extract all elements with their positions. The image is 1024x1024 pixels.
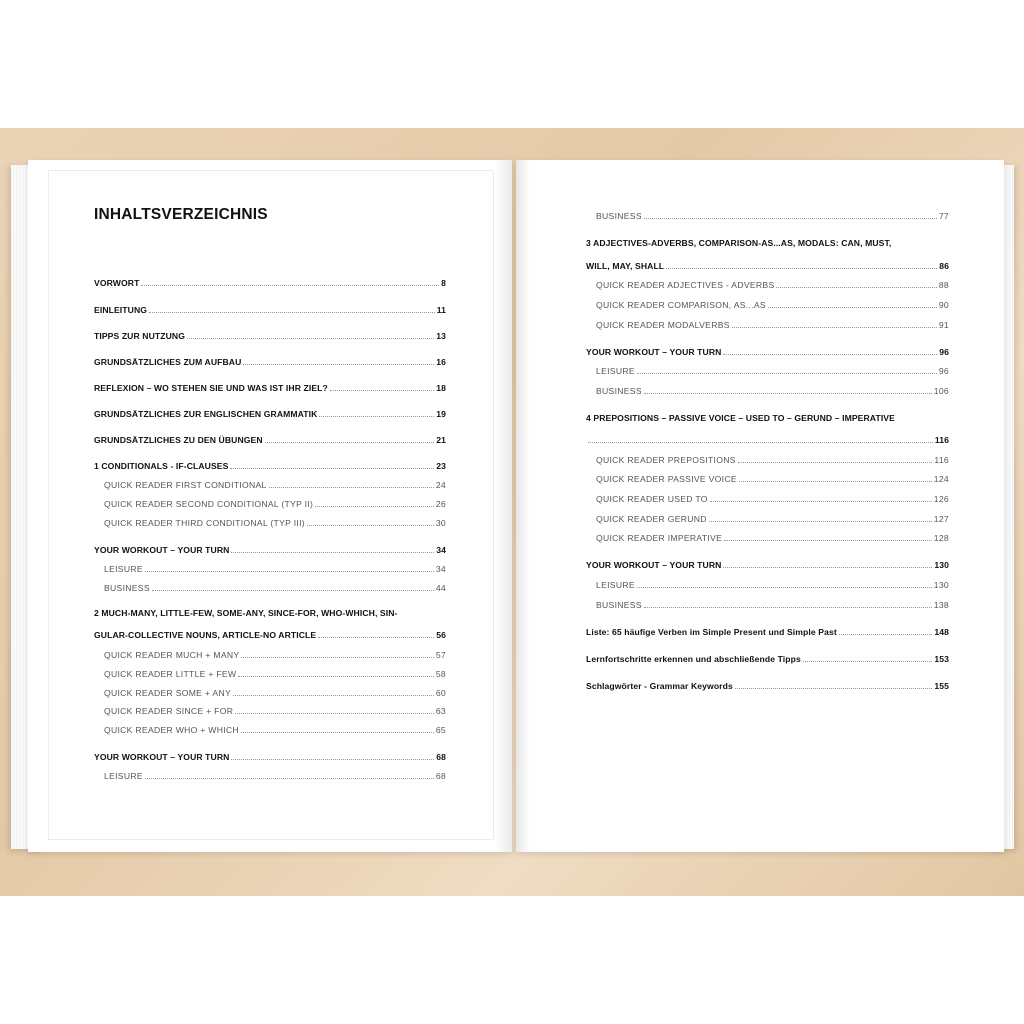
toc-chapter-entry <box>94 278 446 289</box>
toc-page-number: 96 <box>939 347 949 357</box>
toc-leader-dots <box>231 758 434 760</box>
toc-entry-label: Liste: 65 häufige Verben im Simple Present und Simple Past <box>586 627 837 637</box>
toc-subentry <box>104 564 446 575</box>
toc-entry-label: BUSINESS <box>596 600 642 610</box>
toc-leader-dots <box>803 660 933 662</box>
toc-subentry <box>596 600 949 611</box>
toc-entry-label: GRUNDSÄTZLICHES ZUM AUFBAU <box>94 357 242 367</box>
toc-leader-dots <box>732 326 937 328</box>
toc-leader-dots <box>152 589 434 591</box>
toc-leader-dots <box>231 551 434 553</box>
toc-leader-dots <box>315 505 434 507</box>
toc-subentry <box>104 518 446 529</box>
toc-chapter-entry <box>94 435 446 446</box>
toc-page-number: 91 <box>938 320 949 330</box>
toc-entry-label: QUICK READER COMPARISON, AS...AS <box>596 300 766 310</box>
toc-page-number: 138 <box>933 600 949 610</box>
toc-chapter-entry <box>586 238 949 249</box>
toc-leader-dots <box>241 656 433 658</box>
toc-subentry <box>596 514 949 525</box>
toc-entry-label: Schlagwörter - Grammar Keywords <box>586 681 733 691</box>
toc-entry-label: LEISURE <box>104 564 143 574</box>
toc-leader-dots <box>318 636 434 638</box>
toc-chapter-entry <box>586 261 949 272</box>
toc-page-number: 127 <box>933 514 949 524</box>
toc-entry-label: LEISURE <box>596 580 635 590</box>
toc-page-number: 124 <box>933 474 949 484</box>
toc-leader-dots <box>187 337 434 339</box>
toc-leader-dots <box>735 687 933 689</box>
toc-entry-label: QUICK READER MUCH + MANY <box>104 650 240 660</box>
toc-entry-label: LEISURE <box>104 771 143 781</box>
toc-subentry <box>596 455 949 466</box>
toc-subentry <box>104 480 446 491</box>
toc-subentry <box>104 725 446 736</box>
toc-leader-dots <box>265 441 435 443</box>
toc-subentry <box>596 300 949 311</box>
toc-entry-label: QUICK READER THIRD CONDITIONAL (TYP III) <box>104 518 305 528</box>
toc-entry-label: Lernfortschritte erkennen und abschließende Tipps <box>586 654 801 664</box>
toc-page-number: 23 <box>436 461 446 471</box>
toc-entry-label: LEISURE <box>596 366 635 376</box>
toc-leader-dots <box>141 284 439 286</box>
toc-page-number: 57 <box>435 650 446 660</box>
toc-entry-label: QUICK READER SECOND CONDITIONAL (TYP II) <box>104 499 314 509</box>
toc-page-number: 128 <box>933 533 949 543</box>
toc-page-number: 18 <box>436 383 446 393</box>
toc-entry-label: 4 PREPOSITIONS – PASSIVE VOICE – USED TO – GERUND – IMPERATIVE <box>586 413 895 423</box>
toc-page-number: 106 <box>933 386 949 396</box>
toc-page-number: 8 <box>441 278 446 288</box>
toc-page-number: 63 <box>435 706 446 716</box>
toc-leader-dots <box>241 731 434 733</box>
toc-page-number: 44 <box>435 583 446 593</box>
toc-leader-dots <box>145 570 434 572</box>
toc-leader-dots <box>307 524 434 526</box>
toc-entry-label: 1 CONDITIONALS - IF-CLAUSES <box>94 461 229 471</box>
toc-subentry <box>596 533 949 544</box>
toc-page-number: 96 <box>938 366 949 376</box>
toc-entry-label: TIPPS ZUR NUTZUNG <box>94 331 185 341</box>
toc-leader-dots <box>710 500 932 502</box>
toc-subentry <box>596 366 949 377</box>
toc-subentry <box>104 650 446 661</box>
toc-subentry <box>596 386 949 397</box>
toc-chapter-entry <box>94 383 446 394</box>
toc-page-number: 13 <box>436 331 446 341</box>
toc-page-number: 68 <box>436 752 446 762</box>
toc-chapter-entry <box>586 413 949 424</box>
toc-leader-dots <box>709 520 932 522</box>
toc-leader-dots <box>666 267 937 269</box>
toc-page-number: 58 <box>435 669 446 679</box>
toc-leader-dots <box>230 467 434 469</box>
toc-leader-dots <box>738 461 933 463</box>
toc-page-number: 130 <box>933 580 949 590</box>
toc-leader-dots <box>644 392 932 394</box>
toc-entry-label: QUICK READER LITTLE + FEW <box>104 669 237 679</box>
toc-subentry <box>596 494 949 505</box>
toc-leader-dots <box>243 363 434 365</box>
toc-page-number: 11 <box>436 305 446 315</box>
toc-subentry <box>104 771 446 782</box>
toc-leader-dots <box>145 777 434 779</box>
toc-entry-label: QUICK READER IMPERATIVE <box>596 533 723 543</box>
toc-leader-dots <box>637 372 937 374</box>
toc-chapter-entry <box>586 560 949 571</box>
toc-entry-label: 3 ADJECTIVES-ADVERBS, COMPARISON-AS...AS, MODALS: CAN, MUST, <box>586 238 892 248</box>
toc-page-number: 116 <box>934 435 949 445</box>
toc-entry-label: QUICK READER SOME + ANY <box>104 688 232 698</box>
toc-entry-label: YOUR WORKOUT – YOUR TURN <box>94 545 230 555</box>
toc-subentry <box>104 669 446 680</box>
toc-leader-dots <box>768 306 937 308</box>
toc-entry-label: VORWORT <box>94 278 140 288</box>
toc-subentry <box>104 583 446 594</box>
toc-title: INHALTSVERZEICHNIS <box>94 206 268 223</box>
toc-page-number: 65 <box>435 725 446 735</box>
toc-entry-label: YOUR WORKOUT – YOUR TURN <box>586 560 722 570</box>
toc-leader-dots <box>269 486 434 488</box>
toc-leader-dots <box>149 311 435 313</box>
toc-entry-label: GULAR-COLLECTIVE NOUNS, ARTICLE-NO ARTICLE <box>94 630 317 640</box>
toc-page-number: 56 <box>436 630 446 640</box>
toc-leader-dots <box>739 480 932 482</box>
toc-page-number: 153 <box>934 654 949 664</box>
toc-leader-dots <box>319 415 434 417</box>
toc-leader-dots <box>235 712 434 714</box>
toc-entry-label: QUICK READER PREPOSITIONS <box>596 455 736 465</box>
toc-chapter-entry <box>586 435 949 446</box>
toc-page-number: 90 <box>938 300 949 310</box>
toc-page-number: 116 <box>934 455 949 465</box>
toc-chapter-entry <box>94 752 446 763</box>
toc-page-number: 21 <box>436 435 446 445</box>
toc-page-number: 24 <box>435 480 446 490</box>
toc-chapter-entry <box>94 461 446 472</box>
toc-leader-dots <box>724 539 932 541</box>
toc-chapter-entry <box>94 545 446 556</box>
toc-leader-dots <box>330 389 434 391</box>
toc-entry-label: 2 MUCH-MANY, LITTLE-FEW, SOME-ANY, SINCE-FOR, WHO-WHICH, SIN- <box>94 608 398 618</box>
toc-subentry <box>596 211 949 222</box>
toc-chapter-entry <box>586 681 949 692</box>
toc-chapter-entry <box>586 654 949 665</box>
toc-subentry <box>104 688 446 699</box>
toc-page-number: 60 <box>435 688 446 698</box>
toc-page-number: 126 <box>933 494 949 504</box>
toc-entry-label: QUICK READER PASSIVE VOICE <box>596 474 737 484</box>
toc-subentry <box>596 320 949 331</box>
toc-leader-dots <box>644 217 937 219</box>
toc-entry-label: REFLEXION – WO STEHEN SIE UND WAS IST IHR ZIEL? <box>94 383 328 393</box>
toc-page-number: 68 <box>435 771 446 781</box>
toc-entry-label: WILL, MAY, SHALL <box>586 261 665 271</box>
toc-entry-label: EINLEITUNG <box>94 305 148 315</box>
toc-entry-label: QUICK READER FIRST CONDITIONAL <box>104 480 267 490</box>
toc-entry-label: GRUNDSÄTZLICHES ZU DEN ÜBUNGEN <box>94 435 263 445</box>
toc-leader-dots <box>233 694 434 696</box>
toc-chapter-entry <box>94 409 446 420</box>
toc-subentry <box>104 499 446 510</box>
toc-subentry <box>596 280 949 291</box>
toc-entry-label: QUICK READER GERUND <box>596 514 707 524</box>
toc-entry-label: QUICK READER ADJECTIVES - ADVERBS <box>596 280 775 290</box>
toc-leader-dots <box>238 675 433 677</box>
toc-chapter-entry <box>94 608 446 619</box>
toc-entry-label: YOUR WORKOUT – YOUR TURN <box>94 752 230 762</box>
toc-page-number: 130 <box>934 560 949 570</box>
toc-page-number: 148 <box>934 627 949 637</box>
toc-entry-label: GRUNDSÄTZLICHES ZUR ENGLISCHEN GRAMMATIK <box>94 409 318 419</box>
toc-chapter-entry <box>94 305 446 316</box>
toc-chapter-entry <box>94 357 446 368</box>
toc-page-number: 86 <box>939 261 949 271</box>
toc-leader-dots <box>723 353 937 355</box>
toc-subentry <box>596 474 949 485</box>
toc-page-number: 26 <box>435 499 446 509</box>
toc-page-number: 30 <box>435 518 446 528</box>
toc-entry-label: QUICK READER SINCE + FOR <box>104 706 234 716</box>
toc-entry-label: QUICK READER USED TO <box>596 494 708 504</box>
toc-entry-label: BUSINESS <box>596 386 642 396</box>
toc-chapter-entry <box>94 331 446 342</box>
toc-leader-dots <box>723 566 932 568</box>
toc-subentry <box>104 706 446 717</box>
toc-entry-label: QUICK READER WHO + WHICH <box>104 725 239 735</box>
toc-leader-dots <box>637 586 932 588</box>
toc-page-number: 16 <box>436 357 446 367</box>
toc-chapter-entry <box>586 347 949 358</box>
toc-page-number: 77 <box>938 211 949 221</box>
toc-page-number: 88 <box>938 280 949 290</box>
toc-entry-label: QUICK READER MODALVERBS <box>596 320 730 330</box>
toc-leader-dots <box>644 606 932 608</box>
toc-chapter-entry <box>586 627 949 638</box>
toc-entry-label: BUSINESS <box>596 211 642 221</box>
toc-subentry <box>596 580 949 591</box>
toc-page-number: 34 <box>436 545 446 555</box>
toc-entry-label: YOUR WORKOUT – YOUR TURN <box>586 347 722 357</box>
toc-chapter-entry <box>94 630 446 641</box>
toc-page-number: 155 <box>934 681 949 691</box>
toc-page-number: 19 <box>436 409 446 419</box>
toc-entry-label: BUSINESS <box>104 583 150 593</box>
toc-page-number: 34 <box>435 564 446 574</box>
toc-leader-dots <box>839 633 933 635</box>
toc-leader-dots <box>776 286 936 288</box>
toc-leader-dots <box>588 441 933 443</box>
